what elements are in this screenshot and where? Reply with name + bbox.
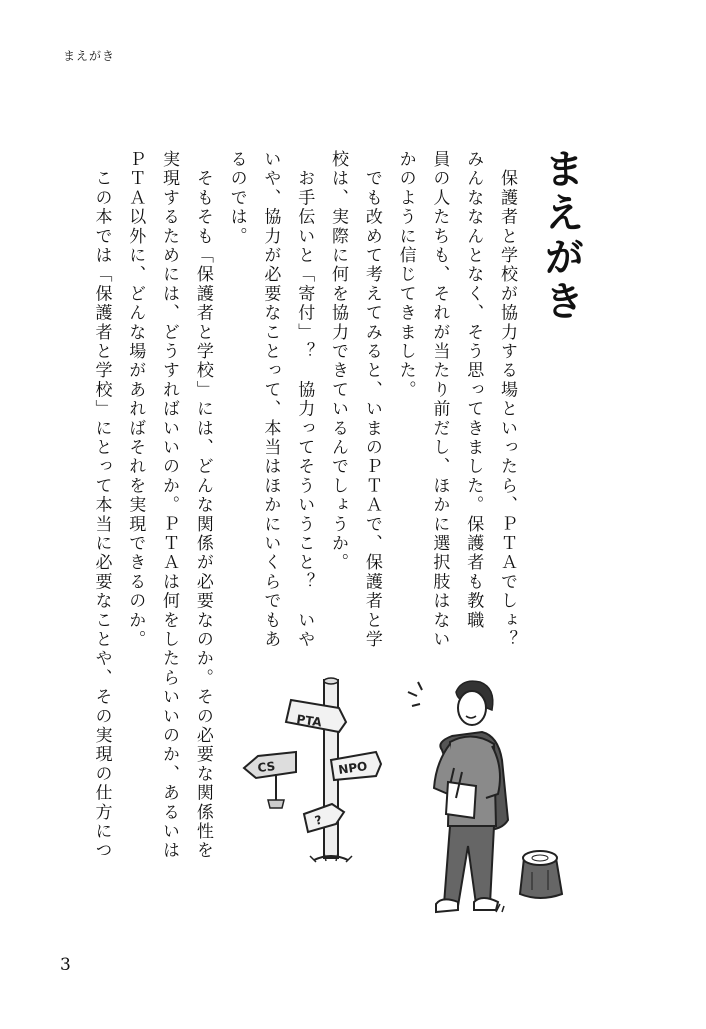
running-head: まえがき (63, 49, 116, 63)
body-line: みんななんとなく、そう思ってきました。保護者も教職 (463, 150, 484, 630)
tree-stump (520, 851, 562, 898)
body-line: お手伝いと「寄付」？ 協力ってそういうこと？ いや (294, 150, 315, 650)
body-line: そもそも「保護者と学校」には、どんな関係が必要なのか。その必要な関係性を (192, 150, 213, 861)
body-line: 員の人たちも、それが当たり前だし、ほかに選択肢はない (429, 150, 450, 650)
hiker-signpost-illustration (236, 672, 566, 922)
sign-label: NPO (337, 759, 369, 777)
body-line: この本では「保護者と学校」にとって本当に必要なことや、その実現の仕方につ (91, 150, 112, 861)
hiker-figure (408, 681, 508, 912)
body-line: いや、協力が必要なことって、本当はほかにいくらでもあ (260, 150, 281, 650)
body-line: でも改めて考えてみると、いまのＰＴＡで、保護者と学 (361, 150, 382, 650)
body-line: 校は、実際に何を協力できているんでしょうか。 (328, 150, 349, 573)
body-line: 保護者と学校が協力する場といったら、ＰＴＡでしょ？ (497, 150, 517, 650)
sign-label: ? (313, 812, 324, 828)
sign-cs (244, 752, 296, 808)
sign-label: PTA (295, 712, 323, 730)
sign-label: CS (256, 759, 276, 775)
page-number: 3 (60, 955, 71, 975)
body-line: ＰＴＡ以外に、どんな場があればそれを実現できるのか。 (125, 150, 146, 650)
body-line: かのように信じてきました。 (395, 150, 416, 400)
body-line: るのでは。 (226, 150, 247, 246)
body-line: 実現するためには、どうすればいいのか。ＰＴＡは何をしたらいいのか、あるいは (159, 150, 180, 861)
illustration-svg (236, 672, 566, 922)
chapter-title: まえがき (538, 148, 584, 324)
